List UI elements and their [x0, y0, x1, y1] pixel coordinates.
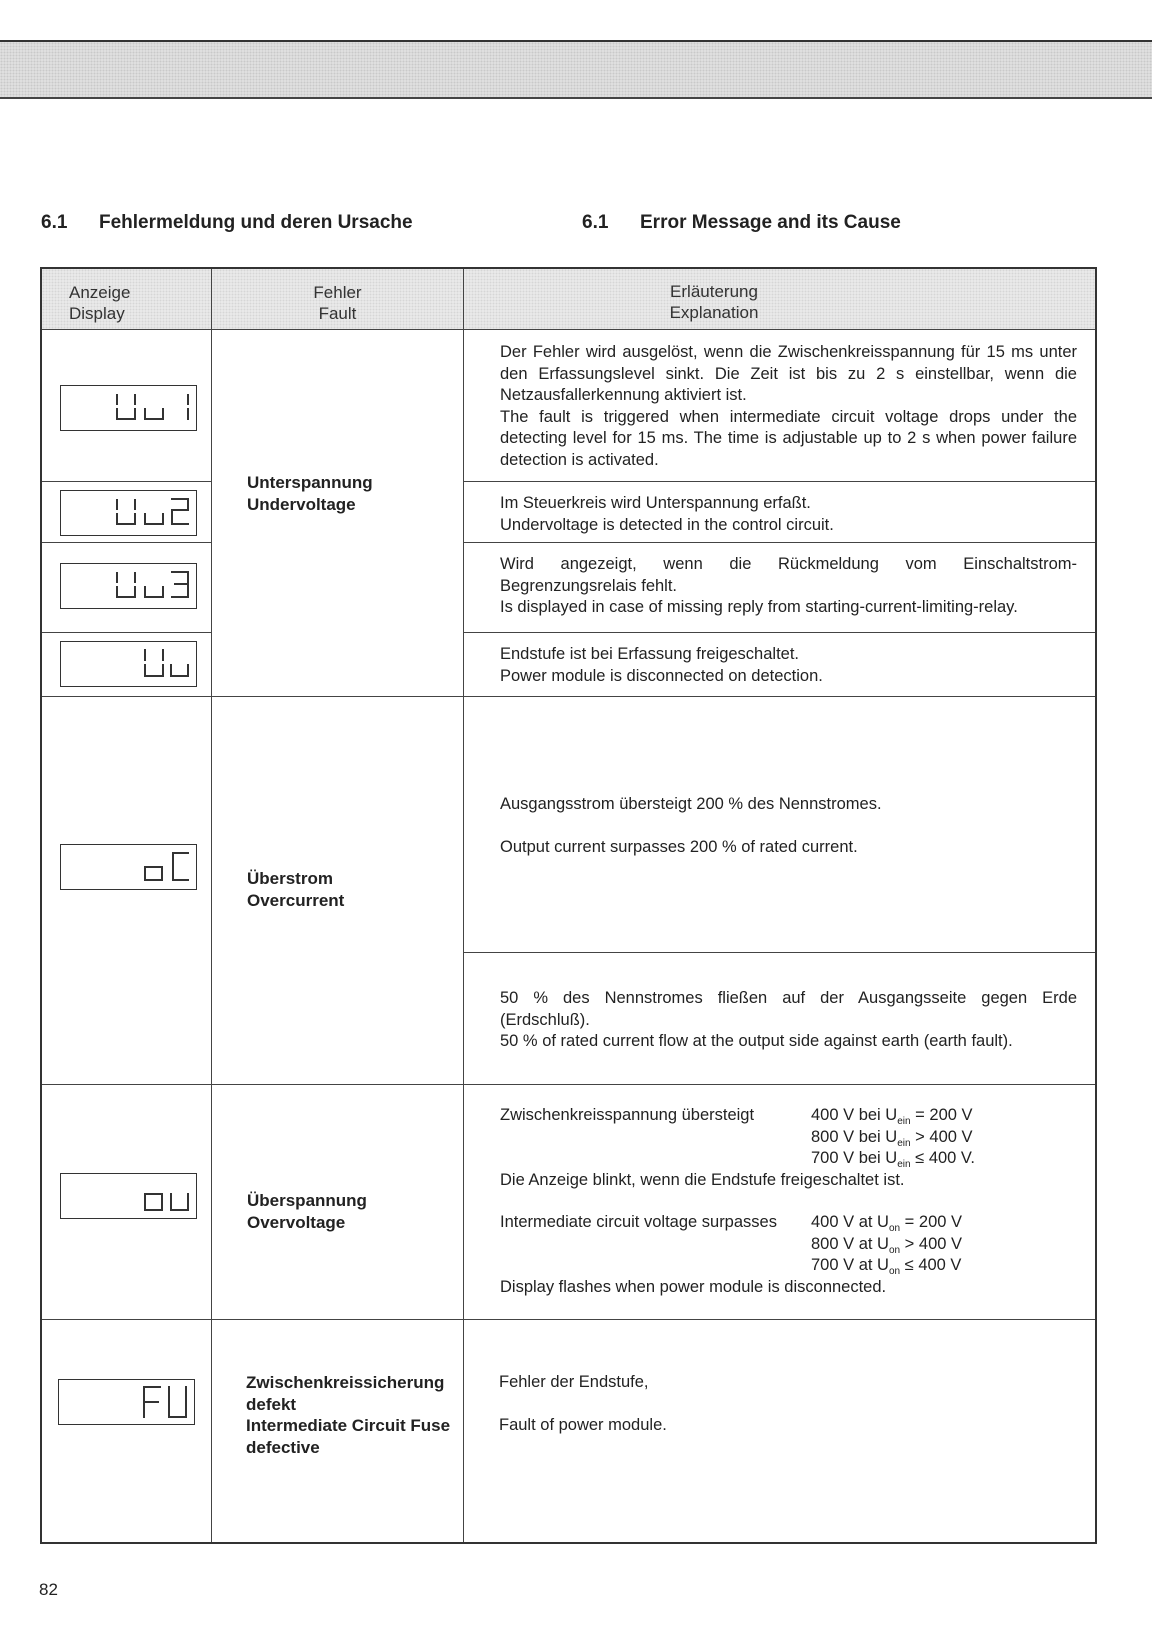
display-uu3: [60, 563, 197, 609]
explanation-fuse-de: Fehler der Endstufe,: [499, 1373, 649, 1391]
display-uu2: [60, 490, 197, 536]
explanation-uu1: [500, 342, 1077, 471]
ov-en-lead: Intermediate circuit voltage surpasses: [500, 1213, 777, 1231]
fault-overvoltage-en: Overvoltage: [247, 1212, 346, 1232]
ov-en-cond-3: 700 V at $U_{on} \le 400$ V: [811, 1256, 962, 1277]
row-divider: [42, 1084, 1095, 1085]
fault-undervoltage: [247, 472, 373, 515]
fault-overvoltage-de: Überspannung: [247, 1191, 367, 1210]
fault-overcurrent-de: Überstrom: [247, 869, 333, 888]
display-ou: [60, 1173, 197, 1219]
fault-fuse-en-line1: Intermediate Circuit Fuse: [246, 1416, 451, 1435]
header-fault: [212, 282, 463, 324]
row-divider: [42, 542, 211, 543]
explanation-uu3: [500, 554, 1077, 619]
ov-en-cond-1: 400 V at $U_{on} = 200$ V: [811, 1213, 963, 1234]
fault-undervoltage-de: Unterspannung: [247, 473, 373, 492]
explanation-oc1: [500, 794, 1077, 858]
fault-undervoltage-en: Undervoltage: [247, 494, 356, 514]
fault-fuse-en-line2: defective: [246, 1437, 320, 1457]
error-table: [40, 267, 1097, 1544]
fault-overvoltage: [247, 1190, 367, 1233]
header-display-de: Anzeige: [69, 283, 131, 302]
display-uu1-digits: [61, 386, 195, 429]
fault-fuse-de-line1: Zwischenkreissicherung: [246, 1373, 445, 1392]
header-band: [0, 40, 1152, 99]
header-divider: [42, 329, 1095, 330]
explanation-uu2-de: Im Steuerkreis wird Unterspannung erfaßt.: [500, 494, 811, 512]
explanation-uu: [500, 644, 1077, 687]
row-divider: [42, 632, 211, 633]
row-divider: [42, 481, 211, 482]
ov-de-cond-1: 400 V bei $U_{ein} = 200$ V: [811, 1106, 973, 1127]
header-explanation: [464, 281, 964, 323]
display-oc-digits: [61, 845, 195, 888]
ov-de-cond-2: 800 V bei $U_{ein} > 400$ V: [811, 1127, 973, 1149]
ov-en-cond-2: 800 V at $U_{on} > 400$ V: [811, 1234, 963, 1256]
display-fu: [58, 1379, 195, 1425]
display-uu: [60, 641, 197, 687]
explanation-oc1-en: Output current surpasses 200 % of rated current.: [500, 837, 858, 856]
explanation-uu-de: Endstufe ist bei Erfassung freigeschaltet.: [500, 645, 799, 663]
display-uu-digits: [61, 642, 195, 685]
column-divider: [463, 269, 464, 1542]
display-oc: [60, 844, 197, 890]
explanation-fuse-en: Fault of power module.: [499, 1415, 667, 1434]
explanation-uu3-de: Wird angezeigt, wenn die Rückmeldung vom Einschaltstrom-Begrenzungsrelais fehlt.: [500, 555, 1077, 595]
display-fu-digits: [59, 1380, 193, 1423]
section-title-en: Error Message and its Cause: [640, 212, 901, 233]
row-divider: [463, 952, 1095, 953]
ov-de-cond-3: 700 V bei $U_{ein} \le 400$ V.: [811, 1149, 976, 1170]
header-fault-en: Fault: [318, 304, 357, 323]
fault-overcurrent-en: Overcurrent: [247, 890, 345, 910]
explanation-uu2-en: Undervoltage is detected in the control circuit.: [500, 515, 834, 534]
row-divider: [42, 696, 1095, 697]
display-uu2-digits: [61, 491, 195, 534]
section-number-en: 6.1: [582, 212, 609, 233]
explanation-oc2-en: 50 % of rated current flow at the output side against earth (earth fault).: [500, 1032, 1013, 1050]
explanation-fuse: [499, 1372, 1076, 1436]
column-divider: [211, 269, 212, 1542]
explanation-overvoltage: [500, 1105, 1090, 1298]
row-divider: [463, 632, 1095, 633]
page-number: 82: [39, 1580, 58, 1599]
explanation-oc1-de: Ausgangsstrom übersteigt 200 % des Nennstromes.: [500, 795, 882, 813]
row-divider: [42, 1319, 1095, 1320]
header-fault-de: Fehler: [313, 283, 362, 302]
header-display: [69, 282, 130, 324]
explanation-uu1-de: Der Fehler wird ausgelöst, wenn die Zwischenkreisspannung für 15 ms unter den Erfassungslevel sinkt. Die Zeit ist bis zu 2 s einstellbar, wenn die Netzausfallerkennung aktiviert ist.: [500, 343, 1077, 404]
display-uu3-digits: [61, 564, 195, 607]
header-explanation-de: Erläuterung: [670, 282, 758, 301]
display-ou-digits: [61, 1174, 195, 1217]
explanation-oc2: [500, 988, 1077, 1053]
fault-overcurrent: [247, 868, 344, 911]
fault-fuse-de-line2: defekt: [246, 1394, 297, 1414]
explanation-uu2: [500, 493, 1077, 536]
fault-fuse-defective: [246, 1372, 450, 1458]
explanation-uu3-en: Is displayed in case of missing reply from starting-current-limiting-relay.: [500, 598, 1018, 616]
display-uu1: [60, 385, 197, 431]
header-explanation-en: Explanation: [669, 303, 759, 322]
header-display-en: Display: [69, 304, 125, 323]
explanation-uu-en: Power module is disconnected on detection.: [500, 666, 823, 685]
explanation-uu1-en: The fault is triggered when intermediate circuit voltage drops under the detecting level for 15 ms. The time is adjustable up to 2 s when power failure detection is activated.: [500, 407, 1077, 469]
explanation-oc2-de: 50 % des Nennstromes fließen auf der Ausgangsseite gegen Erde (Erdschluß).: [500, 989, 1077, 1029]
ov-de-lead: Zwischenkreisspannung übersteigt: [500, 1106, 755, 1124]
row-divider: [463, 542, 1095, 543]
ov-de-blink: Die Anzeige blinkt, wenn die Endstufe freigeschaltet ist.: [500, 1170, 905, 1189]
section-number-de: 6.1: [41, 212, 68, 233]
row-divider: [463, 481, 1095, 482]
ov-en-flash: Display flashes when power module is disconnected.: [500, 1277, 887, 1296]
section-title-de: Fehlermeldung und deren Ursache: [99, 212, 413, 233]
